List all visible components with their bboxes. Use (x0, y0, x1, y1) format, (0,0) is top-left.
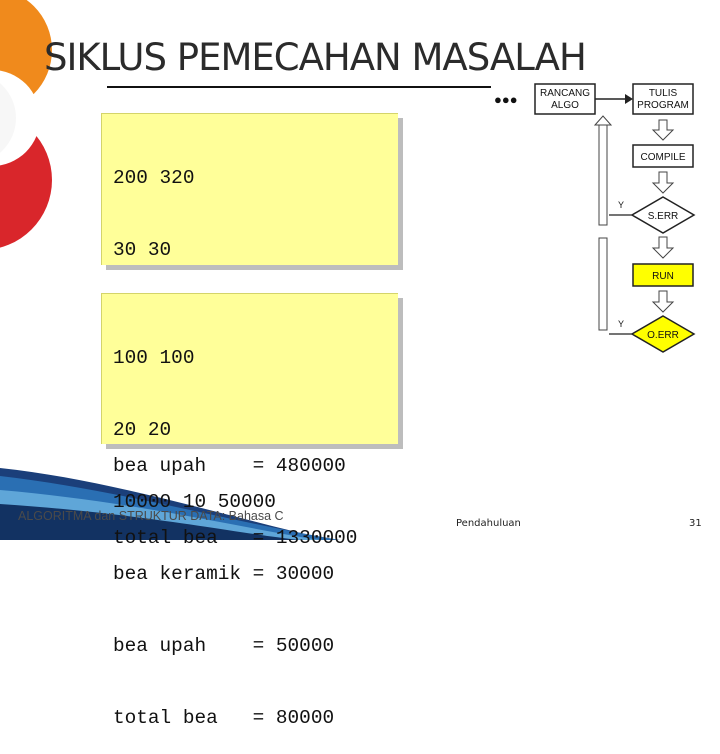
o-err-label: O.ERR (647, 330, 679, 341)
up-arrow-icon (595, 116, 611, 125)
compile-label: COMPILE (640, 152, 686, 163)
problem-solving-flowchart (491, 80, 700, 354)
feedback-return-bar (599, 238, 607, 330)
code-line: 200 320 (113, 167, 195, 189)
flowchart-svg (491, 80, 700, 354)
s-err-label: S.ERR (647, 211, 679, 222)
flow-dots: ●●● (494, 92, 518, 107)
tulis-label: TULIS (648, 88, 678, 99)
code-line: 20 20 (113, 419, 172, 441)
code-line: total bea = 80000 (113, 707, 335, 729)
yes-label: Y (618, 319, 625, 329)
program-label: PROGRAM (637, 100, 689, 111)
down-arrow-icon (653, 291, 673, 312)
arrow-head (625, 94, 633, 104)
code-line: bea keramik = 30000 (113, 563, 335, 585)
footer-section: Pendahuluan (456, 518, 521, 529)
code-line: 10000 10 50000 (113, 491, 276, 513)
footer-course-title: ALGORITMA dan STRUKTUR DATA: Bahasa C (18, 509, 284, 523)
rancang-label: RANCANG (539, 88, 591, 99)
code-line: 100 100 (113, 347, 195, 369)
algo-label: ALGO (551, 100, 579, 111)
run-label: RUN (652, 271, 674, 282)
page-number: 31 (689, 518, 702, 529)
code-line: total bea = 1330000 (113, 527, 358, 549)
slide-title: SIKLUS PEMECAHAN MASALAH (44, 36, 586, 79)
down-arrow-icon (653, 237, 673, 258)
down-arrow-icon (653, 172, 673, 193)
code-line: 30 30 (113, 239, 172, 261)
yes-label: Y (618, 200, 625, 210)
code-line: bea upah = 50000 (113, 635, 335, 657)
code-line: bea upah = 480000 (113, 455, 346, 477)
title-underline (107, 86, 519, 88)
feedback-return-bar (599, 125, 607, 225)
down-arrow-icon (653, 120, 673, 140)
